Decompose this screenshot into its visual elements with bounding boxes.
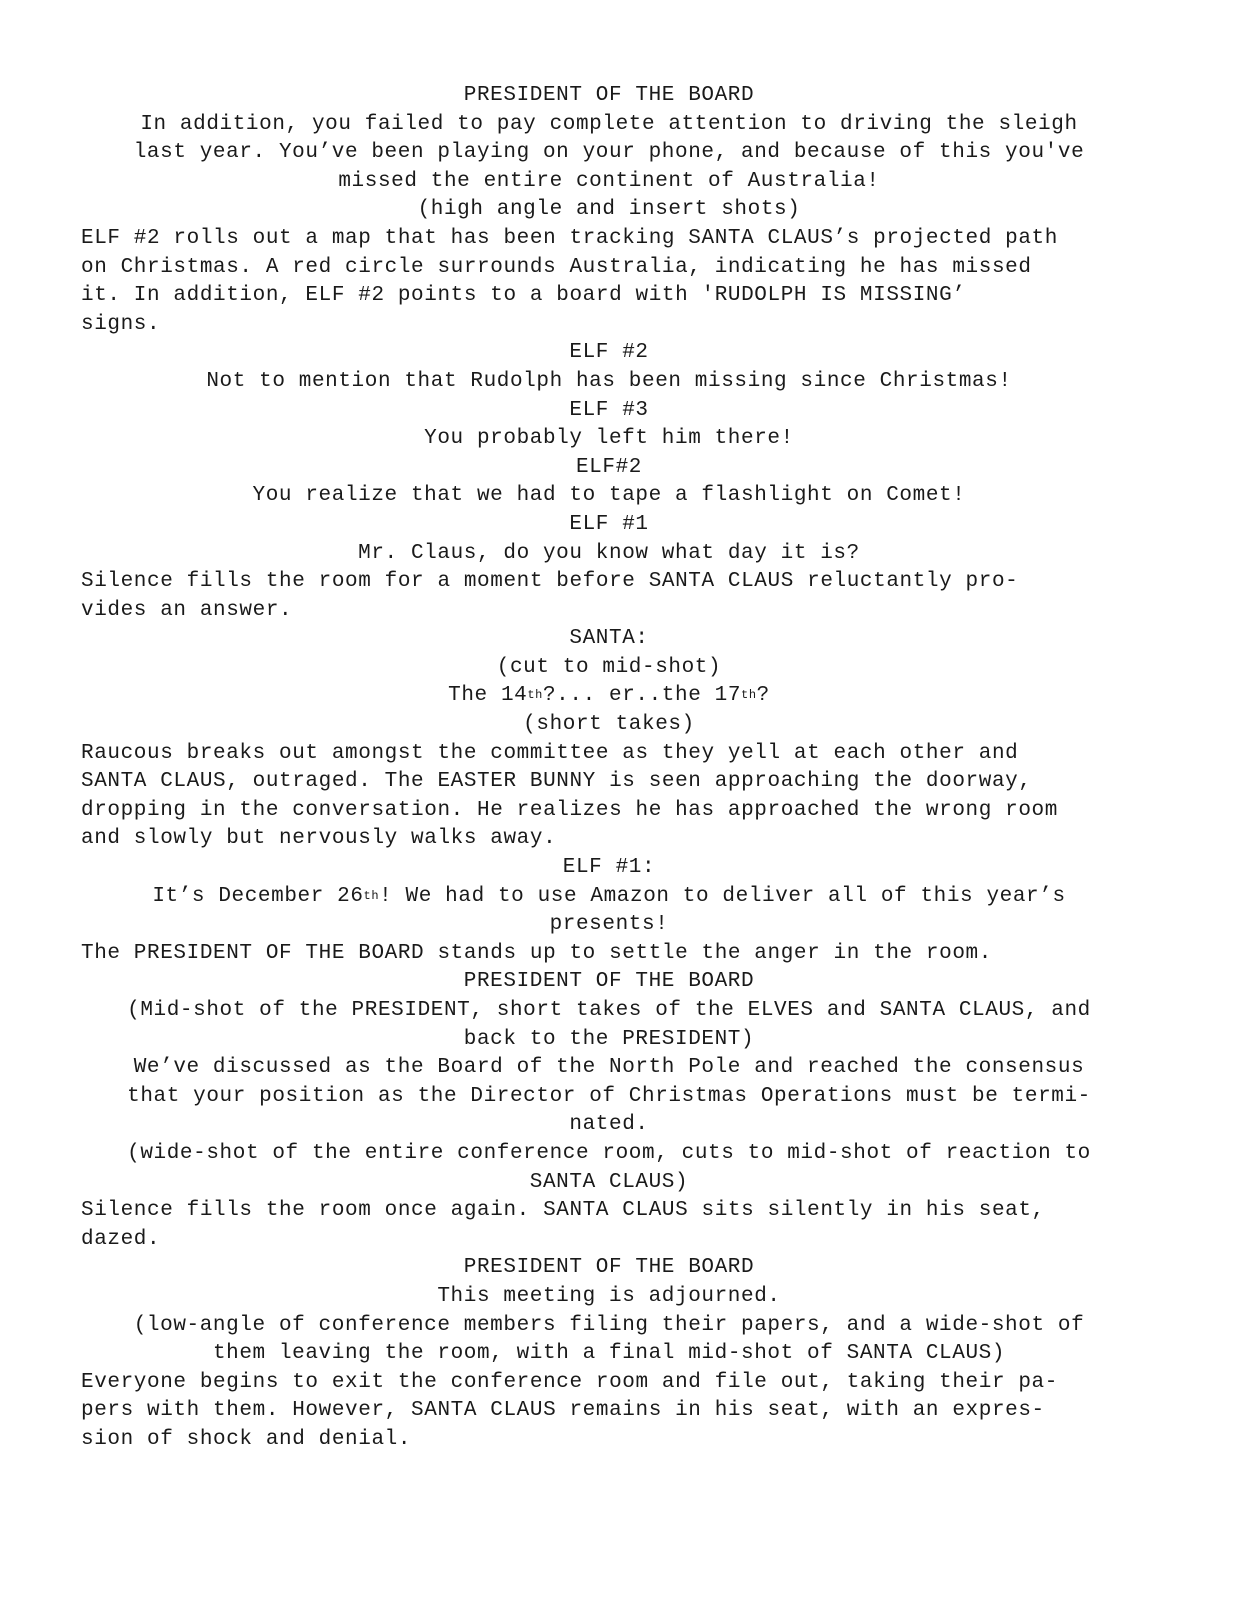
script-line: PRESIDENT OF THE BOARD: [463, 84, 755, 107]
script-line: dazed.: [81, 1227, 161, 1251]
script-line: We’ve discussed as the Board of the North Pole and reached the consensus: [133, 1056, 1085, 1080]
script-line: presents!: [549, 913, 669, 937]
script-line: ELF #3: [569, 398, 649, 422]
script-line: (high angle and insert shots): [417, 198, 801, 222]
script-line: The PRESIDENT OF THE BOARD stands up to settle the anger in the room.: [81, 941, 992, 965]
script-line: dropping in the conversation. He realizes he has approached the wrong room: [81, 798, 1058, 822]
script-line: You realize that we had to tape a flashlight on Comet!: [252, 484, 966, 508]
script-line: Not to mention that Rudolph has been missing since Christmas!: [206, 369, 1012, 393]
script-line: SANTA:: [569, 627, 649, 651]
script-line: it. In addition, ELF #2 points to a board with 'RUDOLPH IS MISSING’: [81, 284, 966, 308]
script-line: Raucous breaks out amongst the committee as they yell at each other and: [81, 741, 1019, 765]
script-line: last year. You’ve been playing on your phone, and because of this you've: [133, 141, 1085, 165]
line-text-segment: It’s December 26: [152, 884, 364, 908]
script-line: ELF #1:: [562, 856, 656, 880]
script-line: Mr. Claus, do you know what day it is?: [358, 541, 860, 565]
script-line: that your position as the Director of Christmas Operations must be termi-: [127, 1084, 1091, 1108]
script-line: ELF #1: [569, 512, 649, 536]
script-line: missed the entire continent of Australia!: [338, 169, 880, 193]
script-line: Silence fills the room once again. SANTA CLAUS sits silently in his seat,: [81, 1199, 1045, 1223]
script-line: (wide-shot of the entire conference room, cuts to mid-shot of reaction to: [127, 1141, 1091, 1165]
script-line: (low-angle of conference members filing their papers, and a wide-shot of: [133, 1313, 1085, 1337]
script-line: ELF #2: [569, 341, 649, 365]
script-line: (cut to mid-shot): [496, 655, 722, 679]
script-line: SANTA CLAUS): [529, 1170, 689, 1194]
script-line: PRESIDENT OF THE BOARD: [463, 1256, 755, 1280]
script-page: [81, 82, 1137, 1455]
script-line: You probably left him there!: [424, 427, 794, 451]
script-line: (short takes): [523, 713, 695, 737]
line-text-segment: ?... er..the 17: [542, 684, 742, 708]
line-text-segment: ?: [756, 684, 770, 708]
script-line: nated.: [569, 1113, 649, 1137]
script-line: Everyone begins to exit the conference room and file out, taking their pa-: [81, 1370, 1058, 1394]
script-line: and slowly but nervously walks away.: [81, 827, 557, 851]
script-line: (Mid-shot of the PRESIDENT, short takes of the ELVES and SANTA CLAUS, and: [127, 999, 1091, 1022]
script-line: SANTA CLAUS, outraged. The EASTER BUNNY is seen approaching the doorway,: [81, 770, 1032, 794]
script-line: them leaving the room, with a final mid-shot of SANTA CLAUS): [212, 1342, 1006, 1366]
script-line: back to the PRESIDENT): [463, 1027, 755, 1051]
ordinal-suffix: th: [527, 688, 543, 703]
script-line: vides an answer.: [81, 598, 293, 622]
script-line: PRESIDENT OF THE BOARD: [463, 970, 755, 994]
script-line: [81, 682, 1137, 711]
script-line: ELF #2 rolls out a map that has been tracking SANTA CLAUS’s projected path: [81, 226, 1058, 250]
ordinal-suffix: th: [741, 688, 757, 703]
ordinal-suffix: th: [363, 888, 380, 903]
line-text-segment: ! We had to use Amazon to deliver all of this year’s: [379, 884, 1066, 908]
script-line: on Christmas. A red circle surrounds Australia, indicating he has missed: [81, 255, 1032, 279]
script-line: This meeting is adjourned.: [437, 1284, 781, 1308]
script-line: pers with them. However, SANTA CLAUS remains in his seat, with an expres-: [81, 1399, 1045, 1423]
line-text-segment: The 14: [448, 684, 528, 708]
script-line: sion of shock and denial.: [81, 1427, 412, 1451]
script-line: [81, 883, 1137, 912]
script-line: Silence fills the room for a moment before SANTA CLAUS reluctantly pro-: [81, 570, 1019, 594]
script-line: ELF#2: [575, 455, 642, 479]
script-line: In addition, you failed to pay complete attention to driving the sleigh: [140, 112, 1078, 136]
script-line: signs.: [81, 312, 161, 336]
